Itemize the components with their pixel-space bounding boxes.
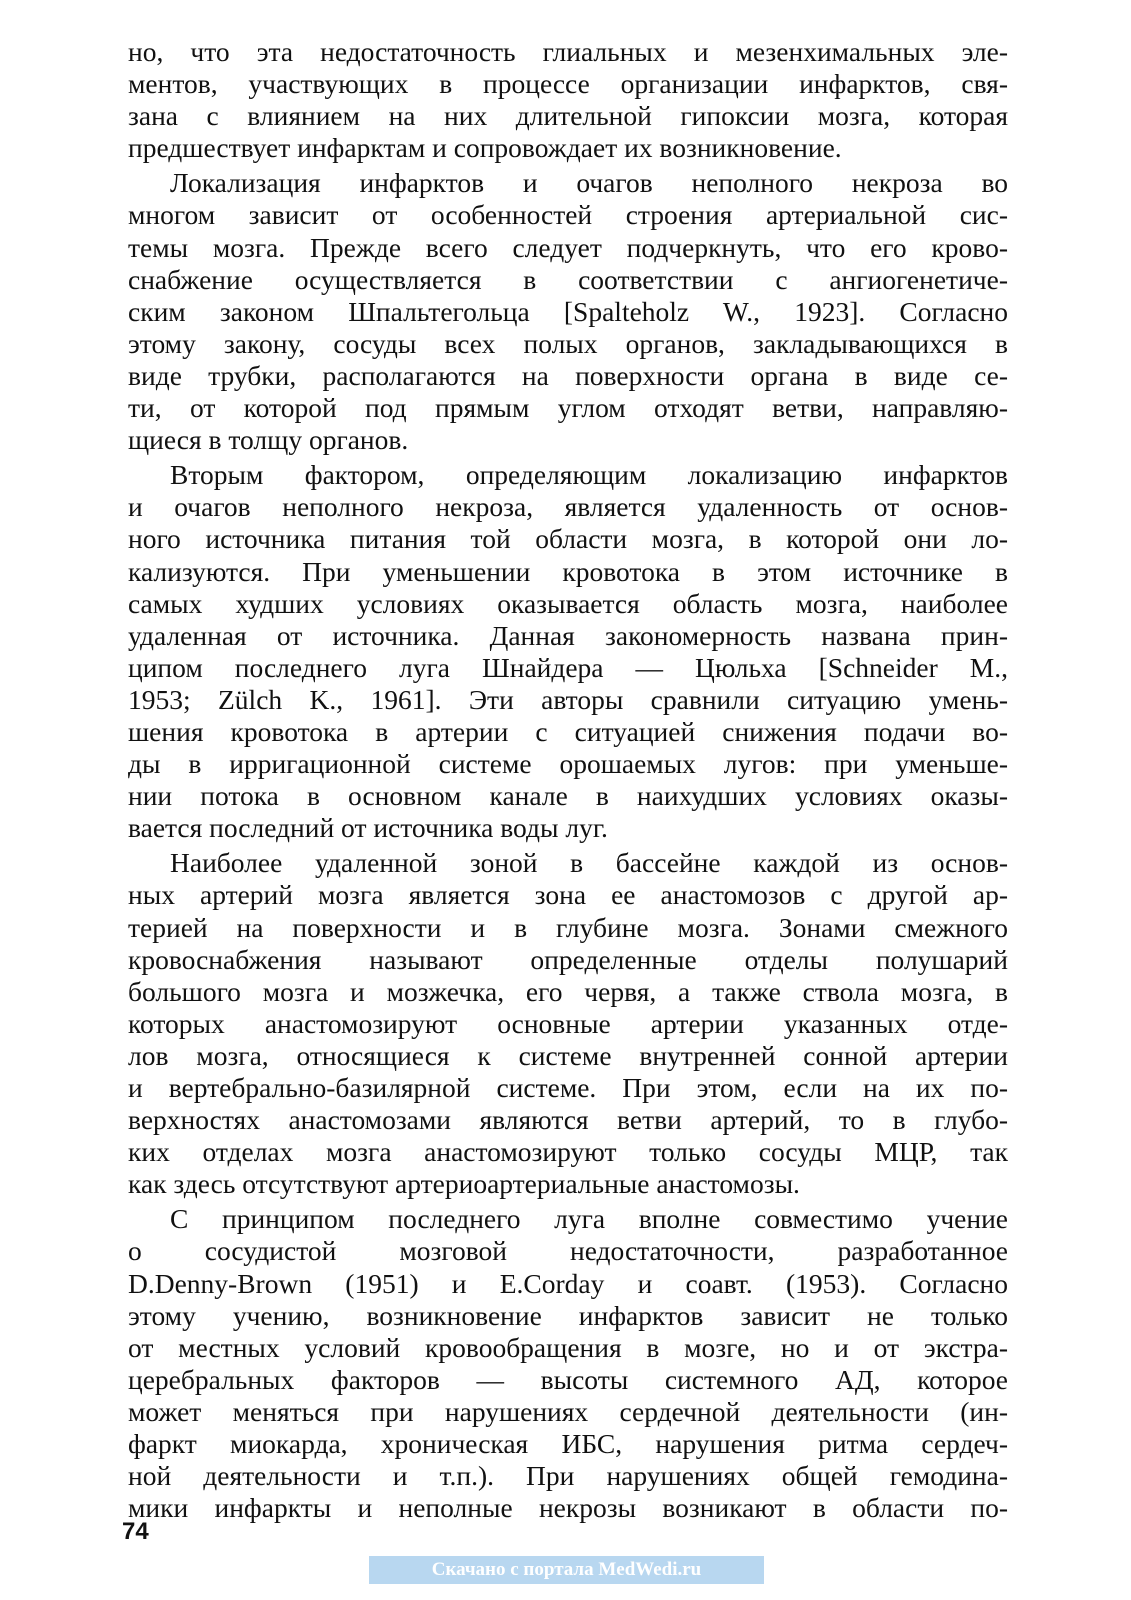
text-line: ментов, участвующих в процессе организации инфарктов, свя- — [128, 68, 1008, 100]
text-line: и вертебрально-базилярной системе. При этом, если на их по- — [128, 1072, 1008, 1103]
text-line: терией на поверхности и в глубине мозга. Зонами смежного — [128, 911, 1008, 943]
text-line: предшествует инфарктам и сопровождает их возникновение. — [128, 132, 842, 164]
text-line: зана с влиянием на них длительной гипоксии мозга, которая — [128, 100, 1008, 132]
text-line: темы мозга. Прежде всего следует подчеркнуть, что его крово- — [128, 231, 1008, 263]
text-line: удаленная от источника. Данная закономерность названа прин- — [128, 619, 1008, 651]
text-line: нии потока в основном канале в наихудших условиях оказы- — [128, 780, 1008, 812]
text-line: самых худших условиях оказывается область мозга, наиболее — [128, 587, 1008, 619]
text-line: ципом последнего луга Шнайдера — Цюльха [Schneider M., — [128, 651, 1008, 683]
text-line: 1953; Zülch K., 1961]. Эти авторы сравнили ситуацию умень- — [128, 683, 1008, 715]
text-line: кализуются. При уменьшении кровотока в этом источнике в — [128, 555, 1008, 587]
text-line: снабжение осуществляется в соответствии с ангиогенетиче- — [128, 263, 1008, 295]
text-line: которых анастомозируют основные артерии указанных отде- — [128, 1007, 1008, 1039]
text-line: церебральных факторов — высоты системного АД, которое — [128, 1363, 1008, 1395]
text-line: кровоснабжения называют определенные отделы полушарий — [128, 943, 1008, 975]
text-line: большого мозга и мозжечка, его червя, а также ствола мозга, в — [128, 975, 1008, 1007]
text-line: виде трубки, располагаются на поверхности органа в виде се- — [128, 359, 1008, 391]
paragraph — [128, 36, 1008, 164]
text-line: D.Denny-Brown (1951) и E.Corday и соавт. (1953). Согласно — [128, 1267, 1008, 1299]
text-line: но, что эта недостаточность глиальных и мезенхимальных эле- — [128, 36, 1008, 67]
text-line: ским законом Шпальтегольца [Spalteholz W., 1923]. Согласно — [128, 295, 1008, 327]
text-line: может меняться при нарушениях сердечной деятельности (ин- — [128, 1395, 1008, 1427]
paragraph — [128, 459, 1008, 844]
text-line: верхностях анастомозами являются ветви артерий, то в глубо- — [128, 1104, 1008, 1136]
text-line: как здесь отсутствуют артериоартериальные анастомозы. — [128, 1168, 800, 1200]
paragraph — [128, 1203, 1008, 1524]
paragraph — [128, 167, 1008, 456]
text-line: этому учению, возникновение инфарктов зависит не только — [128, 1299, 1008, 1331]
text-line: фаркт миокарда, хроническая ИБС, нарушения ритма сердеч- — [128, 1428, 1008, 1460]
text-line: ного источника питания той области мозга, в которой они ло- — [128, 523, 1008, 555]
text-line: о сосудистой мозговой недостаточности, разработанное — [128, 1235, 1008, 1267]
text-line: ных артерий мозга является зона ее анастомозов с другой ар- — [128, 879, 1008, 911]
text-line: ких отделах мозга анастомозируют только сосуды МЦР, так — [128, 1136, 1008, 1168]
watermark-banner: Скачано с портала MedWedi.ru — [369, 1556, 764, 1584]
text-line: лов мозга, относящиеся к системе внутренней сонной артерии — [128, 1039, 1008, 1071]
text-line: вается последний от источника воды луг. — [128, 812, 608, 844]
text-line: щиеся в толщу органов. — [128, 424, 409, 456]
text-line: шения кровотока в артерии с ситуацией снижения подачи во- — [128, 715, 1008, 747]
text-line: многом зависит от особенностей строения артериальной сис- — [128, 199, 1008, 231]
text-line: ной деятельности и т.п.). При нарушениях общей гемодина- — [128, 1460, 1008, 1492]
page-number: 74 — [122, 1518, 149, 1545]
text-line: и очагов неполного некроза, является удаленность от основ- — [128, 491, 1008, 523]
text-line: этому закону, сосуды всех полых органов, закладывающихся в — [128, 327, 1008, 359]
text-line: Вторым фактором, определяющим локализацию инфарктов — [170, 459, 1008, 491]
text-line: Локализация инфарктов и очагов неполного некроза во — [170, 167, 1008, 199]
paragraph — [128, 847, 1008, 1200]
text-line: ти, от которой под прямым углом отходят ветви, направляю- — [128, 392, 1008, 424]
text-line: Наиболее удаленной зоной в бассейне каждой из основ- — [170, 847, 1008, 879]
text-line: ды в ирригационной системе орошаемых лугов: при уменьше- — [128, 748, 1008, 780]
text-line: мики инфаркты и неполные некрозы возникают в области по- — [128, 1492, 1008, 1524]
text-line: С принципом последнего луга вполне совместимо учение — [170, 1203, 1008, 1235]
text-line: от местных условий кровообращения в мозге, но и от экстра- — [128, 1331, 1008, 1363]
page-text — [128, 36, 1008, 1527]
